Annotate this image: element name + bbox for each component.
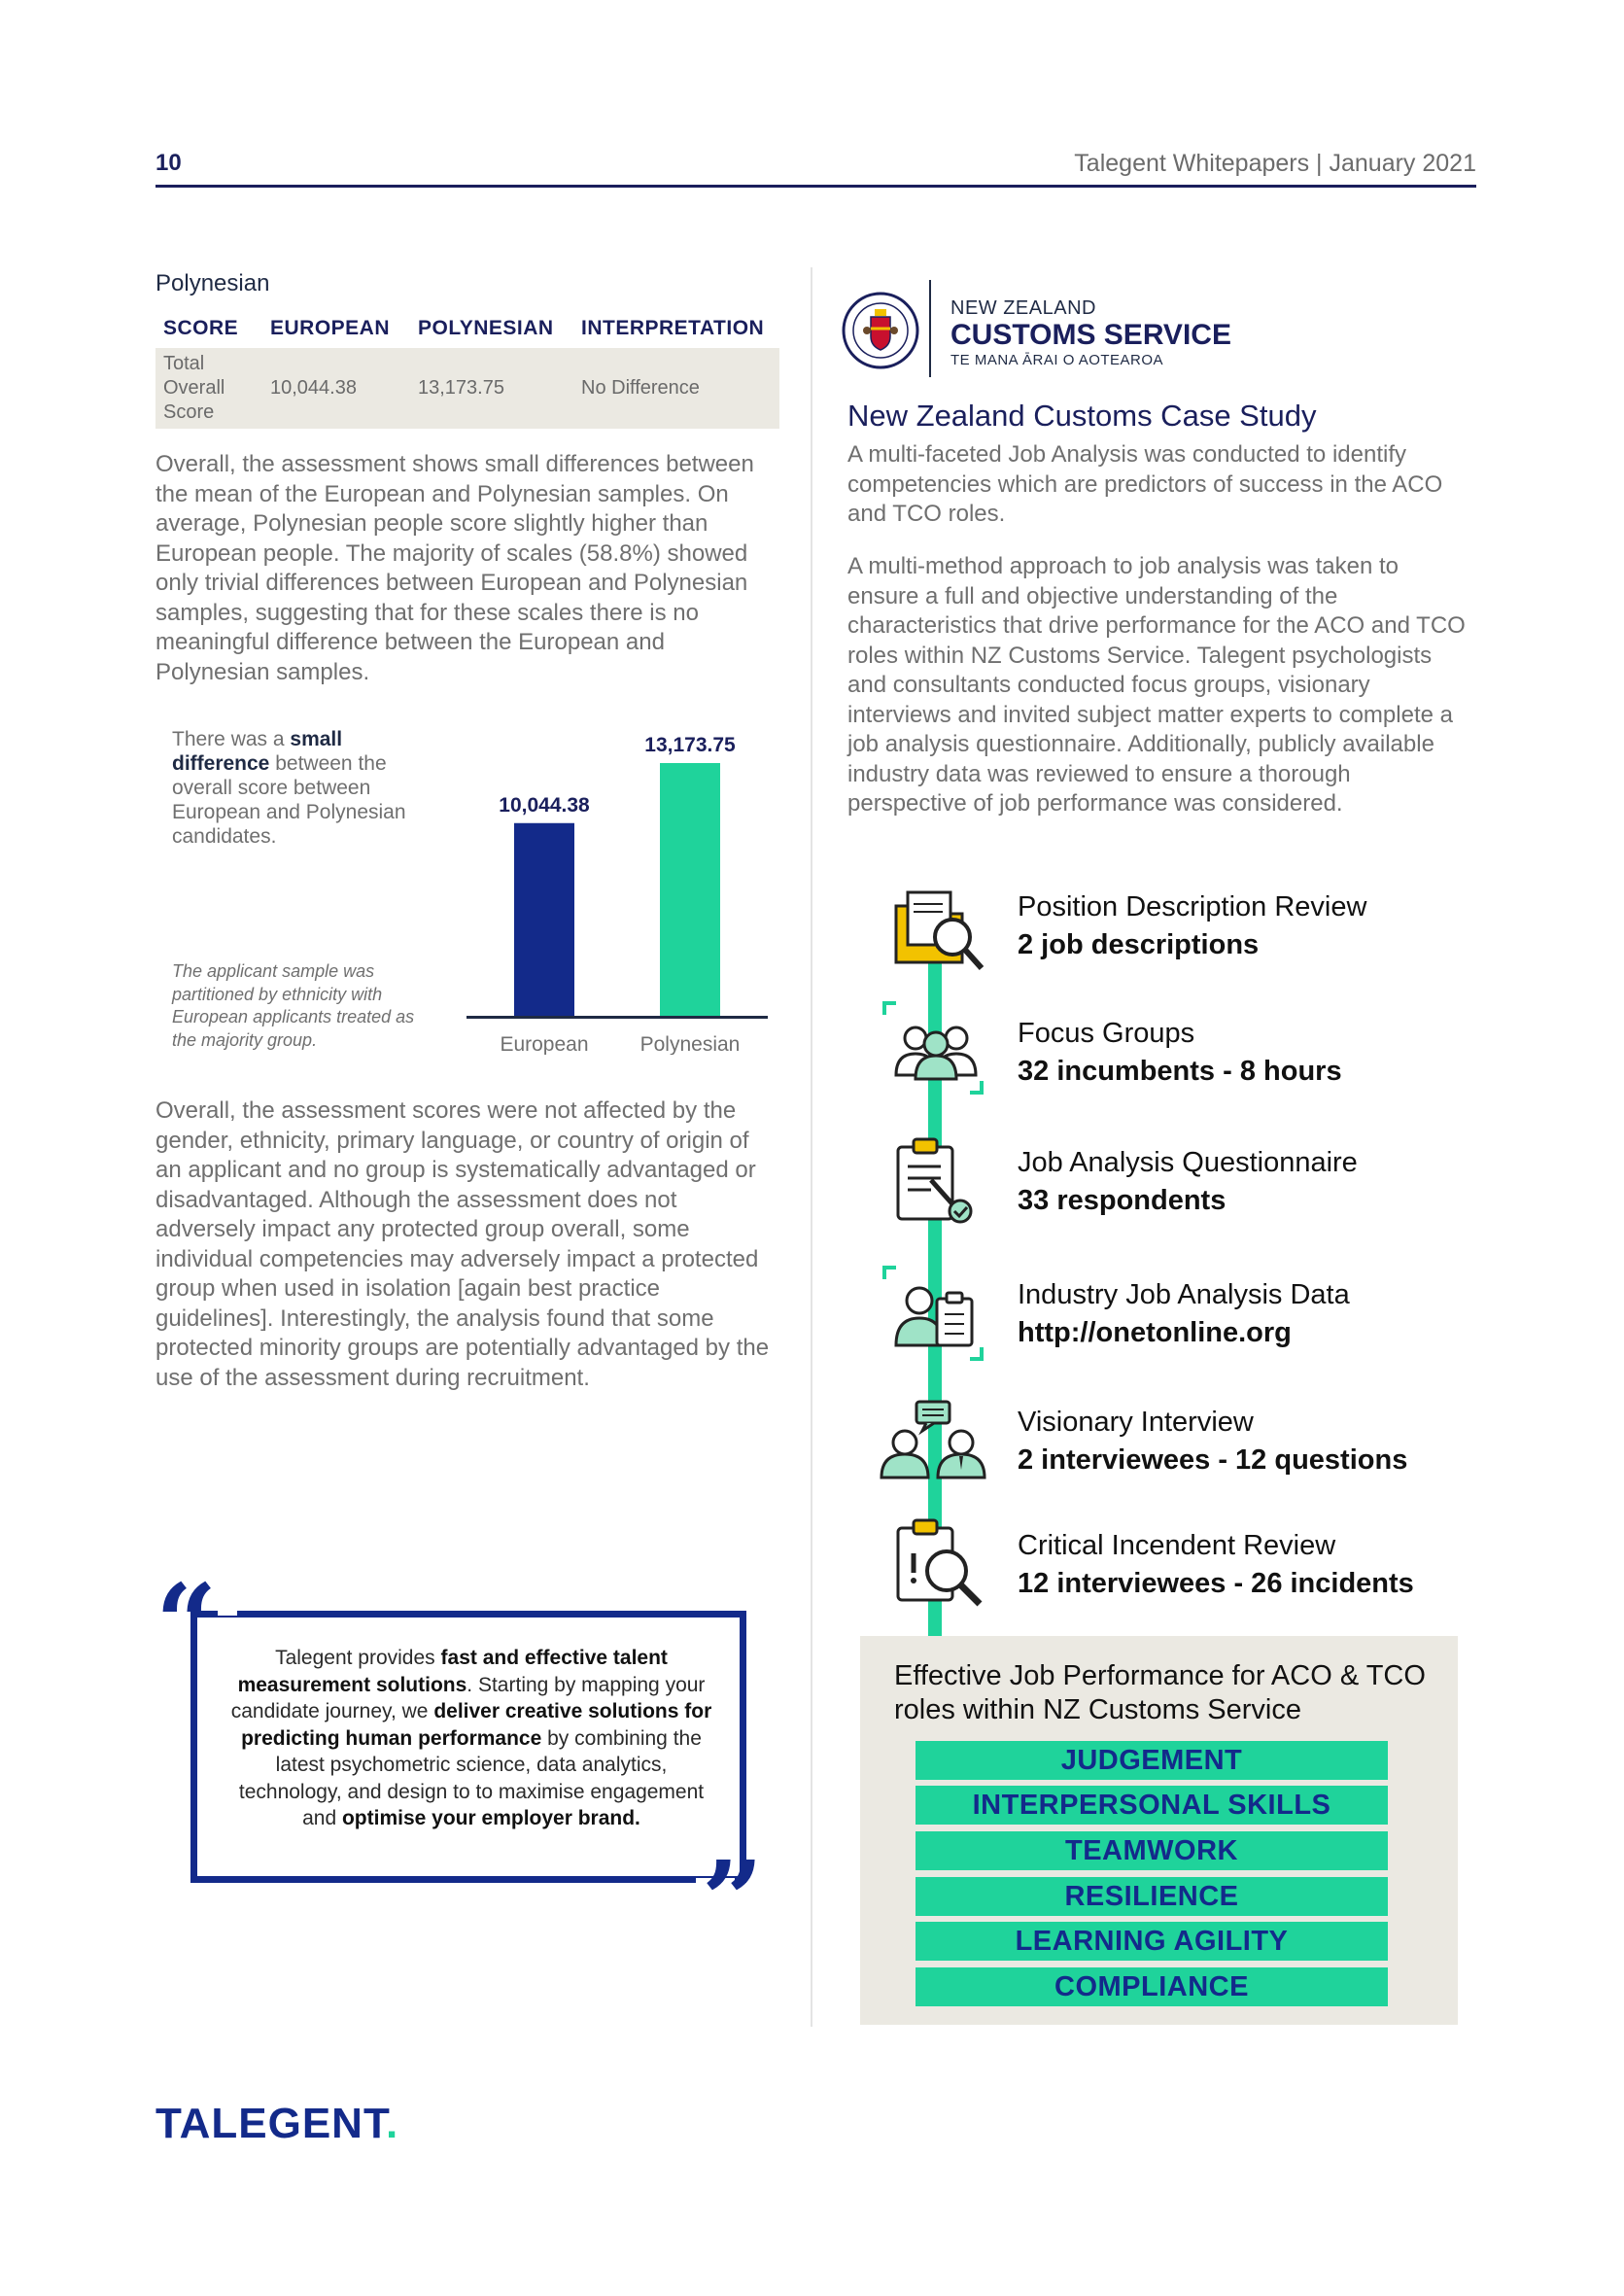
group-icon [892, 1021, 980, 1081]
table-cell-score [155, 348, 262, 429]
org-maori-name: TE MANA ĀRAI O AOTEAROA [950, 352, 1164, 368]
quote-segment: by combining the latest psychometric science, data analytics, technology, and design to to maximise engagement and [238, 1726, 705, 1829]
table-cell-interpretation: No Difference [573, 348, 779, 429]
score-line: Score [163, 401, 215, 423]
org-country: NEW ZEALAND [950, 297, 1096, 319]
step-title: Visionary Interview [1018, 1407, 1254, 1438]
competency-bar: LEARNING AGILITY [916, 1922, 1388, 1961]
step-detail: 2 interviewees - 12 questions [1018, 1444, 1408, 1476]
person-document-icon [892, 1281, 980, 1351]
open-quote-icon: “ [155, 1560, 218, 1686]
column-divider [811, 267, 812, 2027]
competencies-heading: Effective Job Performance for ACO & TCO roles within NZ Customs Service [894, 1660, 1426, 1725]
page-number: 10 [155, 150, 182, 176]
score-line: Overall [163, 377, 225, 399]
quote-border-gap [218, 1604, 237, 1616]
step-detail: 2 job descriptions [1018, 929, 1260, 960]
table-header-row [155, 311, 779, 348]
table-row [155, 348, 779, 429]
step-detail: 33 respondents [1018, 1185, 1227, 1216]
chart-note-text: There was a [172, 728, 291, 750]
clipboard-search-icon [892, 1516, 989, 1610]
quote-segment: Talegent provides [275, 1647, 441, 1669]
table-cell-polynesian: 13,173.75 [410, 348, 573, 429]
step-detail: 12 interviewees - 26 incidents [1018, 1568, 1414, 1599]
header-rule [155, 185, 1476, 188]
score-line: Total [163, 353, 205, 374]
data-label: 10,044.38 [499, 793, 590, 817]
corner-bracket [882, 1266, 896, 1279]
table-header-score: SCORE [163, 317, 239, 339]
customs-crest-icon [842, 290, 919, 371]
step-title: Job Analysis Questionnaire [1018, 1147, 1358, 1178]
quote-bold-segment: fast and effective talent measurement solutions [237, 1647, 668, 1696]
logo-text: TALEGENT [155, 2100, 386, 2147]
tick-label: European [500, 1033, 589, 1055]
chart-footnote: The applicant sample was partitioned by ethnicity with European applicants treated as the majority group. [172, 961, 415, 1050]
step-title: Focus Groups [1018, 1018, 1195, 1049]
bar-chart [457, 714, 777, 1055]
close-quote-icon: ” [702, 1837, 764, 1963]
corner-bracket [970, 1081, 984, 1095]
chart-note [172, 727, 425, 849]
overview-paragraph: Overall, the assessment shows small differences between the mean of the European and Polynesian samples. On average, Polynesian people score slightly higher than European people. The majority of scales (58.8%) showed only trivial differences between European and Polynesian samples, suggesting that for these scales there is no meaningful difference between the European and Polynesian samples. [155, 451, 754, 685]
section-title: Polynesian [155, 270, 270, 296]
table-cell-european: 10,044.38 [262, 348, 410, 429]
step-title: Industry Job Analysis Data [1018, 1279, 1350, 1310]
quote-bold-segment: deliver creative solutions for predicting human performance [241, 1700, 712, 1750]
quote-bold-segment: optimise your employer brand. [341, 1807, 640, 1829]
step-detail: 32 incumbents - 8 hours [1018, 1056, 1342, 1087]
impact-paragraph: Overall, the assessment scores were not affected by the gender, ethnicity, primary language, or country of origin of an applicant and no group is systematically advantaged or disadvantaged. Although the assessment does not adversely impact any protected group overall, some individual competencies may adversely impact a protected group when used in isolation [again best practice guidelines]. Interestingly, the analysis found that some protected minority groups are potentially advantaged by the use of the assessment during recruitment. [155, 1097, 770, 1391]
talegent-logo [155, 2100, 398, 2148]
competency-bar: TEAMWORK [916, 1831, 1388, 1870]
chart-note-text: between the overall score between European and Polynesian candidates. [172, 752, 406, 848]
data-label: 13,173.75 [644, 734, 736, 756]
table-header-polynesian: POLYNESIAN [418, 317, 554, 339]
job-analysis-intro: A multi-faceted Job Analysis was conducted to identify competencies which are predictors of success in the ACO and TCO roles. [847, 441, 1443, 527]
quote-text [224, 1645, 719, 1832]
quote-segment: . Starting by mapping your candidate journey, we [230, 1673, 706, 1722]
step-detail: http://onetonline.org [1018, 1317, 1292, 1348]
score-table [155, 311, 779, 429]
competency-bar: INTERPERSONAL SKILLS [916, 1786, 1388, 1825]
clipboard-pen-icon [892, 1135, 980, 1225]
competency-bar: JUDGEMENT [916, 1741, 1388, 1780]
chart-note-bold: small difference [172, 728, 343, 775]
competency-bar: COMPLIANCE [916, 1967, 1388, 2006]
table-header-interpretation: INTERPRETATION [581, 317, 765, 339]
document-title: Talegent Whitepapers | January 2021 [1074, 150, 1476, 177]
table-header-european: EUROPEAN [270, 317, 391, 339]
org-name: CUSTOMS SERVICE [950, 319, 1231, 351]
tick-label: Polynesian [639, 1033, 741, 1055]
logo-divider [929, 280, 931, 377]
step-title: Critical Incendent Review [1018, 1530, 1336, 1561]
folder-search-icon [892, 887, 989, 974]
competency-bar: RESILIENCE [916, 1877, 1388, 1916]
step-title: Position Description Review [1018, 891, 1367, 922]
bar-polynesian [660, 763, 720, 1016]
job-analysis-method: A multi-method approach to job analysis was taken to ensure a full and objective understanding of the characteristics that drive performance for the ACO and TCO roles within NZ Customs Service. Talegent psychologists and consultants conducted focus groups, visionary interviews and invited subject matter experts to complete a job analysis questionnaire. Additionally, publicly available industry data was reviewed to ensure a thorough perspective of job performance was considered. [847, 553, 1466, 817]
interview-icon [878, 1400, 989, 1479]
logo-dot: . [385, 2100, 399, 2147]
bar-european [514, 823, 574, 1016]
corner-bracket [882, 1001, 896, 1015]
case-study-title: New Zealand Customs Case Study [847, 399, 1317, 433]
